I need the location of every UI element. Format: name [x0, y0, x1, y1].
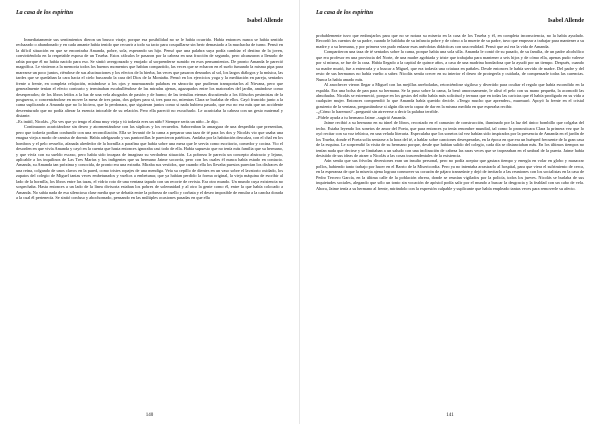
paragraph: Jaime recibió a su hermano en su túnel de libros, recostado en el camastro de construcción, iluminado por la luz del único bombillo que colgaba del techo. Estaba leyendo los sonetos de amor del Poeta, que para entonces ya tenía renombre mundial, tal como lo pronosticara Clara la primera vez que lo oyó recitar con su voz telúrica, en una velada literaria. Especulaba que los sonetos tal vez habían sido inspirados por la presencia de Amanda en el jardín de los Trueba, donde el Poeta solía sentarse a la hora del té, a hablar sobre canciones desesperadas, en la época en que era un huésped frecuente de la gran casa de la esquina. Le sorprendió la visita de su hermano porque, desde que habían salido del colegio, cada día se distanciaban más. En los últimos tiempos no tenían nada que decirse y se limitaban a un saludo con una inclinación de cabeza las raras veces que se tropezaban en el umbral de la puerta. Jaime había desistido de sus ideas de atraer a Nicolás a las cosas trascendentales de la existencia.: [316, 120, 584, 158]
page-body: [16, 37, 283, 201]
paragraph: Inmediatamente sus sentimientos dieron un brusco viraje, porque esa posibilidad no se le había ocurrido. Había entonces nunca se había sentido rechazado o abandonado y en cada amante había tenido que recurrir a todo su tacto para cosquillarse sin herir demasiado a la muchacha de turno. Pensó en la difícil situación en que se encontraba Amanda, pobre, sola, esperando un hijo. Pensó que una palabra suya podía cambiar el destino de la joven, convirtiéndola en la respetable esposa de un Trueba. Estos cálculos le pasaron por la cabeza en una fracción de segundo, pero alcanzaron a llenarlo de rabia porque él no había nacido para eso. Se sintió avergonzado y enojado al sorprenderse sumido en esos pensamientos. De pronto Amanda le pareció magnífica. Le vinieron a la memoria todos los buenos momentos que habían compartido, las veces que se echaron en el suelo fumando la misma pipa para marearse un poco juntos, riéndose de sus alucinaciones y los efectos de la hierba, las veces que pasaron desnudos al sol, los largos diálogos y la música, las tardes que se quedaban la cara hacia el cielo buscando la cara del Dios de la Montaña. Pensó en los ejercicios yoga y la meditación en pareja, sentados frente a frente, en completa relajación, mirándose a los ojos y murmurando palabras en sánscrito que pudieran transportarlos al Nirvana, pero que generalmente tenían el efecto contrario y terminaban escabulléndose de las miradas ajenas, agazapados entre los matorrales del jardín, amándose como desesperados; de los libros leídos a la luz de una vela ahogados de pasión y de humo; de las tertulias eternas discutiendo a los filósofos pesimistas de la posguerra, o concentrándose en mover la mesa de tres patas, dos golpes para sí, tres para no, mientras Clara se burlaba de ellos. Cayó fruncido junto a la cama suplicando a Amanda que no lo hiciera, que lo perdonara, que siguieran juntos como si nada hubiera pasado, que eso no era más que un accidente desventurado que no podía alterar la esencia intocable de su relación. Pero ella pareció no escucharlo. Le acariciaba la cabeza con un gesto maternal y distante.: [16, 37, 283, 119]
paragraph: –¿Cómo lo haremos? –preguntó sin atreverse a decir la palabra terrible.: [316, 109, 439, 115]
paragraph: Aún sentía que sus frívolas diversiones eran un insulto personal, pero no podía aceptar que gastara tiempo y energía en volar en globo y masacrar pollos, habiendo tanto trabajo por hacer en el Barrio de la Misericordia. Pero ya no intentaba arrastrarlo al hospital, para que viera el sufrimiento de cerca, en la esperanza de que la miseria ajena lograra conmover su corazón de pájaro transeúnte y dejó de invitarlo a las reuniones con los socialistas en la casa de Pedro Tercero García, en la última calle de la población obrera, donde se reunían vigilados por la policía, todos los jueves. Nicolás se burlaba de sus inquietudes sociales, alegando que sólo un tonto sin vocación de apóstol podía salir por el mundo a buscar la desgracia y la fealdad con un cabo de vela. Ahora, Jaime tenía a su hermano al frente, mirándolo con la expresión culpable y suplicante que había empleado tantas veces para removerle su afecto.: [316, 158, 584, 191]
running-header-title: La casa de los espíritus: [316, 10, 374, 16]
paragraph: Compartieron una taza de té sentados sobre la cama, porque había una sola silla. Amanda le contó de su pasado, de su familia, de un padre alcohólico que era profesor en una provincia del Norte, de una madre agobiada y triste que trabajaba para mantener a seis hijos y de cómo ella, apenas pudo valerse por sí misma, se fue de la casa. Había llegado a la capital de quince años, a casa de una madrina bondadosa que la ayudó por un tiempo. Después, cuando su madre murió, fue a enterrarla y a buscar a Miguel, que era todavía una criatura en pañales. Desde entonces le había servido de madre. Del padre y del resto de sus hermanos no había vuelto a saber. Nicolás sentía crecer en su interior el deseo de protegerla y cuidarla, de compensarle todas las carencias. Nunca la había amado más.: [316, 49, 584, 82]
paragraph: –Pídele ayuda a tu hermano Jaime –sugirió Amanda.: [316, 114, 407, 120]
running-header-title: La casa de los espíritus: [16, 10, 74, 16]
page-number: 140: [145, 413, 154, 418]
page-number: 141: [446, 413, 454, 418]
page-body: [316, 33, 584, 191]
paragraph: Al anochecer vieron llegar a Miguel con las mejillas arreboladas, retorciéndose sigiloso y divertido para ocultar el regalo que había escondido en la espalda. Era una bolsa de pan para su hermana. Se la puso sobre la cama, la besó amorosamente, le alisó el pelo con su mano pequeña, la acomodó las almohadas. Nicolás se estremeció, porque en los gestos del niño había más solicitud y ternura que en todas las caricias que él había prodigado en su vida a cualquier mujer. Entonces comprendió lo que Amanda había querido decirle. «Tengo mucho que aprender», murmuró. Apoyó la frente en el cristal grasiento de la ventana, preguntándose si algún día sería capaz de dar en la misma medida en que esperaba recibir.: [316, 82, 584, 109]
paragraph: probablemente tuvo que embrujarlos para que no se notara su miseria en la casa de los Trueba y él, en completa inconsciencia, no la había ayudado. Recordó los cuentos de su padre, cuando le hablaba de su infancia pobre y de cómo a la muerte de su padre, tuvo que empezar a trabajar para mantener a su madre y a su hermana, y por primera vez pudo enlazar esas anécdotas didácticas con una realidad. Pensó que así era la vida de Amanda.: [316, 33, 584, 49]
right-page: [300, 0, 600, 424]
running-header-author: Isabel Allende: [246, 18, 283, 24]
paragraph: –Es inútil, Nicolás. ¿No ves que yo tengo el alma muy vieja y tú todavía eres un niño? Siempre serás un niño –le dijo.: [16, 118, 219, 124]
paragraph: Continuaron acariciándose sin deseo y atormentándose con las súplicas y los recuerdos. Saboreaban la amargura de una despedida que presentían, pero que todavía podían confundir con una reconciliación. Ella se levantó de la cama a preparar una taza de té para los dos y Nicolás vio que usaba una enagua vieja a modo de camisa de dormir. Había adelgazado y sus pantorrillas le parecieron patéticas. Andaba por la habitación descalza, con el chal en los hombros y el pelo revuelto, afanada alrededor de la hornilla a parafina que había sobre una mesa que le servía como escritorio, comedor y cocina. Vio el desorden en que vivía Amanda y cayó en la cuenta que hasta entonces ignoraba casi todo de ella. Había supuesto que no tenía más familia que su hermano, y que vivía con su sueldo escaso, pero había sido incapaz de imaginar su verdadera situación. La pobreza le parecía un concepto abstracto y lejano, aplicable a los inquilinos de Las Tres Marías y los indigentes que su hermano Jaime socorría, pero con los cuales él nunca había estado en contacto. Amanda, su Amanda tan próxima y conocida, de pronto era una extraña. Miraba sus vestidos, que cuando ella los llevaba puestos parecían los disfraces de una reina, colgando de unos clavos en la pared, como tristes ropajes de una mendiga. Veía su cepillo de dientes en un vaso sobre el lavatorio oxidado, los zapatos del colegio de Miguel tantas veces embetunados y vueltos a embetunar, que ya habían perdido la forma original, la vieja máquina de escribir al lado de la hornilla, los libros entre las tazas, el vidrio roto de una ventana tapado con un recorte de revista. Era otro mundo. Un mundo cuya existencia no sospechaba. Hasta entonces a un lado de la línea divisoria estaban los pobres de solemnidad y al otro la gente como él, entre la que había colocado a Amanda. No sabía nada de esa silenciosa clase media que se debatía entre la pobreza de cuello y corbata y el deseo imposible de emular a la cancha dorada a la cual él pertenecía. Se sintió confuso y abochornado, pensando en las múltiples ocasiones pasadas en que ella: [16, 124, 283, 201]
running-header-author: Isabel Allende: [547, 18, 584, 24]
